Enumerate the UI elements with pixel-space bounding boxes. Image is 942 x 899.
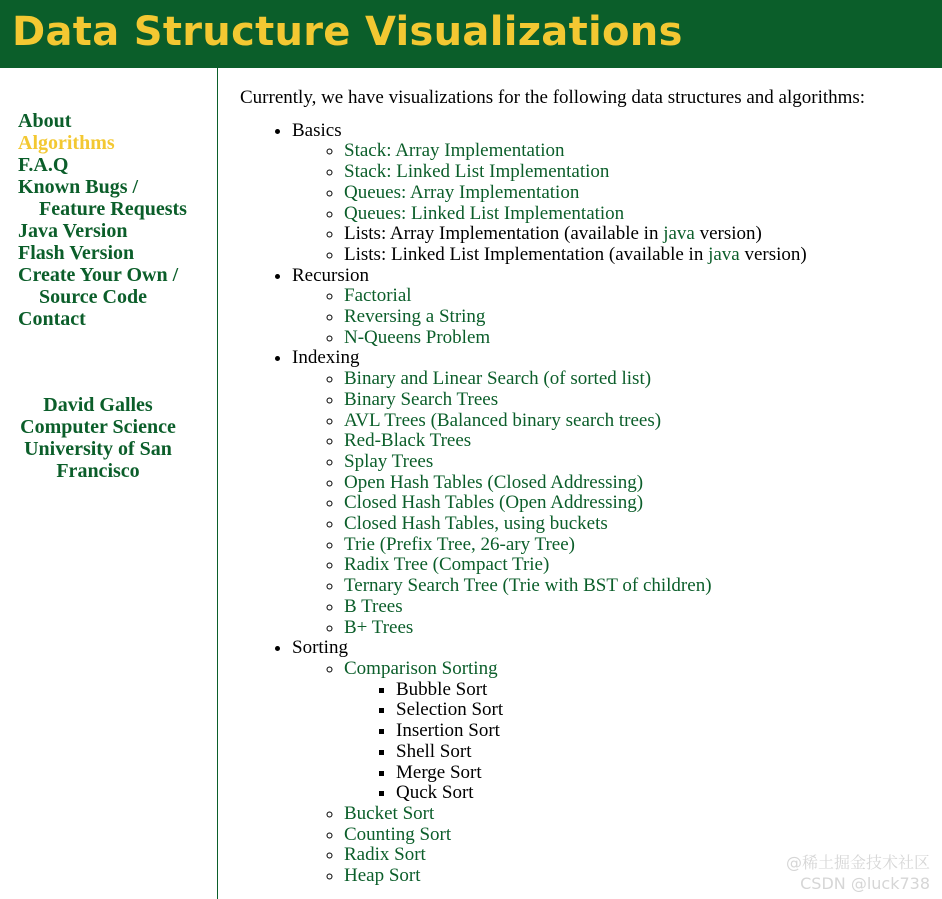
nav-algorithms[interactable] [18, 132, 213, 154]
link-queues-linked-list-implementation[interactable]: Queues: Linked List Implementation [344, 202, 625, 224]
link-open-hash-tables-closed-addressing[interactable]: Open Hash Tables (Closed Addressing) [344, 471, 644, 493]
main-content [240, 88, 940, 887]
list-item [344, 224, 940, 245]
link-factorial[interactable]: Factorial [344, 285, 412, 307]
watermark [786, 852, 930, 894]
list-item [344, 555, 940, 576]
link-n-queens-problem[interactable]: N-Queens Problem [344, 326, 491, 348]
subitem-quck-sort: ▪ Quck Sort [396, 783, 940, 804]
nav-about[interactable] [18, 110, 213, 132]
list-item [344, 245, 940, 266]
nav-known-bugs-label: Feature Requests [39, 198, 187, 220]
link-ternary-search-tree-trie-with-bst-of-children[interactable]: Ternary Search Tree (Trie with BST of children) [344, 575, 712, 597]
item-text: version) [739, 243, 807, 265]
java-version-link[interactable]: java [708, 243, 740, 265]
list-item [344, 576, 940, 597]
list-item [344, 162, 940, 183]
link-trie-prefix-tree-26-ary-tree[interactable]: Trie (Prefix Tree, 26-ary Tree) [344, 533, 575, 555]
link-heap-sort[interactable]: Heap Sort [344, 865, 421, 887]
item-text: Lists: Linked List Implementation (available in [344, 243, 709, 265]
nav-java-version[interactable] [18, 220, 213, 242]
list-item [344, 804, 940, 825]
link-binary-search-trees[interactable]: Binary Search Trees [344, 388, 499, 410]
section-sorting [292, 638, 940, 886]
list-item [344, 307, 940, 328]
link-stack-linked-list-implementation[interactable]: Stack: Linked List Implementation [344, 161, 610, 183]
list-item [344, 411, 940, 432]
list-item [344, 204, 940, 225]
list-item [344, 597, 940, 618]
list-item [344, 514, 940, 535]
credit-line: Computer Science [20, 416, 176, 438]
link-comparison-sorting[interactable]: Comparison Sorting [344, 657, 498, 679]
link-avl-trees-balanced-binary-search-trees[interactable]: AVL Trees (Balanced binary search trees) [344, 409, 662, 431]
list-item [344, 473, 940, 494]
link-closed-hash-tables-using-buckets[interactable]: Closed Hash Tables, using buckets [344, 513, 608, 535]
nav-known-bugs-label: Known Bugs / [18, 176, 139, 198]
section-basics [292, 121, 940, 266]
link-splay-trees[interactable]: Splay Trees [344, 450, 434, 472]
link-stack-array-implementation[interactable]: Stack: Array Implementation [344, 140, 565, 162]
subitem-insertion-sort: ▪ Insertion Sort [396, 721, 940, 742]
list-item [344, 493, 940, 514]
nav-algorithms-label: Algorithms [18, 132, 115, 154]
link-counting-sort[interactable]: Counting Sort [344, 823, 452, 845]
watermark-line: CSDN @luck738 [800, 874, 930, 893]
list-item [344, 369, 940, 390]
link-red-black-trees[interactable]: Red-Black Trees [344, 430, 472, 452]
section-title: Recursion [292, 264, 370, 286]
link-radix-tree-compact-trie[interactable]: Radix Tree (Compact Trie) [344, 554, 550, 576]
section-items [292, 286, 940, 348]
section-title: Indexing [292, 347, 360, 369]
java-version-link[interactable]: java [663, 223, 695, 245]
sidebar [0, 68, 218, 899]
section-items [292, 369, 940, 638]
list-item [344, 825, 940, 846]
link-radix-sort[interactable]: Radix Sort [344, 844, 426, 866]
subitem-list [344, 680, 940, 804]
subitem-shell-sort: ▪ Shell Sort [396, 742, 940, 763]
nav-create-your-own[interactable] [18, 264, 213, 308]
sidebar-nav [18, 110, 213, 330]
watermark-line: @稀土掘金技术社区 [785, 853, 930, 872]
section-recursion [292, 266, 940, 349]
list-item [344, 535, 940, 556]
nav-flash-version[interactable] [18, 242, 213, 264]
list-item [344, 390, 940, 411]
section-title: Sorting [292, 637, 348, 659]
subitem-bubble-sort: ▪ Bubble Sort [396, 680, 940, 701]
nav-faq-label: F.A.Q [18, 154, 69, 176]
nav-contact[interactable] [18, 308, 213, 330]
list-item [344, 286, 940, 307]
section-title: Basics [292, 119, 342, 141]
link-queues-array-implementation[interactable]: Queues: Array Implementation [344, 181, 580, 203]
item-text: Lists: Array Implementation (available in [344, 223, 664, 245]
credit-line: Francisco [56, 460, 140, 482]
link-b-trees[interactable]: B Trees [344, 595, 403, 617]
item-text: version) [694, 223, 762, 245]
link-b-trees[interactable]: B+ Trees [344, 616, 414, 638]
nav-about-label: About [18, 110, 72, 132]
credit-line: University of San [24, 438, 172, 460]
topic-list [240, 121, 940, 887]
nav-create-your-own-label: Create Your Own / [18, 264, 179, 286]
list-item [344, 452, 940, 473]
list-item [344, 659, 940, 804]
author-credit [0, 394, 196, 482]
nav-known-bugs[interactable] [18, 176, 213, 220]
credit-line: David Galles [43, 394, 153, 416]
list-item [344, 431, 940, 452]
list-item [344, 618, 940, 639]
subitem-merge-sort: ▪ Merge Sort [396, 763, 940, 784]
section-indexing [292, 348, 940, 638]
nav-flash-version-label: Flash Version [18, 242, 135, 264]
header-bar [0, 0, 942, 68]
nav-contact-label: Contact [18, 308, 86, 330]
list-item [344, 183, 940, 204]
link-binary-and-linear-search-of-sorted-list[interactable]: Binary and Linear Search (of sorted list) [344, 368, 652, 390]
nav-java-version-label: Java Version [18, 220, 128, 242]
list-item [344, 141, 940, 162]
page-title: Data Structure Visualizations [12, 9, 683, 55]
link-closed-hash-tables-open-addressing[interactable]: Closed Hash Tables (Open Addressing) [344, 492, 644, 514]
subitem-selection-sort: ▪ Selection Sort [396, 700, 940, 721]
nav-faq[interactable] [18, 154, 213, 176]
nav-create-your-own-label: Source Code [39, 286, 147, 308]
section-items [292, 141, 940, 265]
link-reversing-a-string[interactable]: Reversing a String [344, 306, 486, 328]
intro-text: Currently, we have visualizations for the following data structures and algorithms: [240, 87, 866, 108]
link-bucket-sort[interactable]: Bucket Sort [344, 802, 435, 824]
list-item [344, 328, 940, 349]
